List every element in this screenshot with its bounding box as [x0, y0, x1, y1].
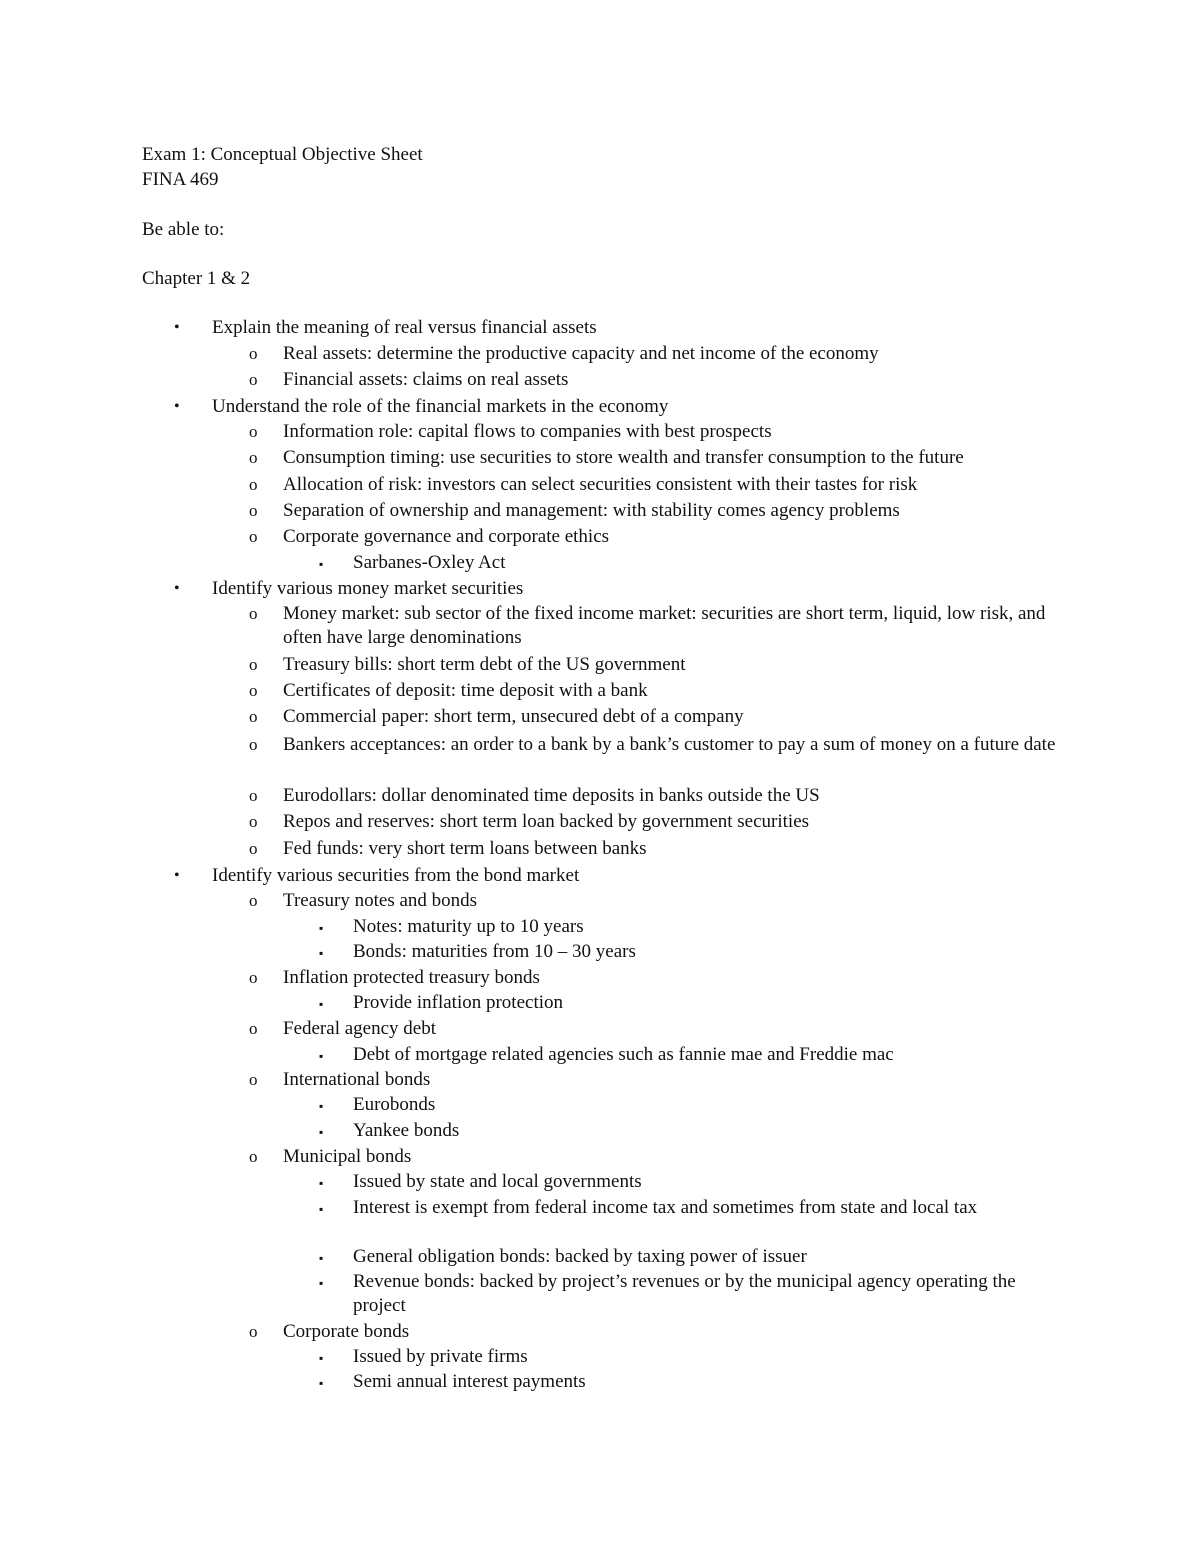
list-item-text: General obligation bonds: backed by taxing power of issuer [353, 1246, 807, 1267]
circle-bullet-icon: o [249, 448, 258, 467]
list-item-text: Federal agency debt [283, 1018, 436, 1039]
circle-bullet-icon: o [249, 422, 258, 441]
list-item-level-2 [249, 473, 1063, 497]
square-bullet-icon: ▪ [319, 1202, 324, 1216]
list-item-level-1 [174, 395, 1072, 419]
list-item-text: Repos and reserves: short term loan backed by government securities [283, 811, 810, 832]
square-bullet-icon: ▪ [319, 1125, 324, 1139]
list-item-text: Eurobonds [353, 1094, 436, 1115]
list-item-text: Financial assets: claims on real assets [283, 369, 569, 390]
list-item-level-2 [249, 733, 1063, 757]
list-item-level-3 [319, 991, 1053, 1015]
list-item-text: International bonds [283, 1069, 431, 1090]
bullet-icon: • [174, 398, 180, 415]
circle-bullet-icon: o [249, 501, 258, 520]
list-item-text: Certificates of deposit: time deposit with a bank [283, 680, 648, 701]
square-bullet-icon: ▪ [319, 1376, 324, 1390]
document-title: Exam 1: Conceptual Objective Sheet [142, 144, 423, 165]
list-item-text: Consumption timing: use securities to store wealth and transfer consumption to the future [283, 447, 964, 468]
circle-bullet-icon: o [249, 839, 258, 858]
list-item-level-2 [249, 1145, 1063, 1169]
chapter-heading: Chapter 1 & 2 [142, 268, 251, 289]
list-item-text: Municipal bonds [283, 1146, 412, 1167]
list-item-level-2 [249, 446, 1063, 470]
list-item-text: Sarbanes-Oxley Act [353, 552, 506, 573]
circle-bullet-icon: o [249, 1147, 258, 1166]
list-item-level-3 [319, 1170, 1053, 1194]
list-item-text: Provide inflation protection [353, 992, 564, 1013]
list-item-text: Real assets: determine the productive capacity and net income of the economy [283, 343, 879, 364]
circle-bullet-icon: o [249, 1070, 258, 1089]
list-item-text: Interest is exempt from federal income tax and sometimes from state and local tax [353, 1197, 978, 1218]
list-item-level-2 [249, 679, 1063, 703]
list-item-text: Corporate governance and corporate ethics [283, 526, 610, 547]
circle-bullet-icon: o [249, 604, 258, 623]
list-item-level-2 [249, 525, 1063, 549]
circle-bullet-icon: o [249, 707, 258, 726]
list-item-text: Identify various securities from the bond market [212, 865, 580, 886]
intro-text: Be able to: [142, 219, 225, 240]
list-item-level-1 [174, 864, 1072, 888]
list-item-level-2 [249, 1068, 1063, 1092]
list-item-level-3 [319, 915, 1053, 939]
list-item-level-3 [319, 1345, 1053, 1369]
list-item-text: Fed funds: very short term loans between banks [283, 838, 647, 859]
list-item-level-3 [319, 1043, 1053, 1067]
square-bullet-icon: ▪ [319, 1276, 324, 1290]
list-item-text: Treasury bills: short term debt of the US government [283, 654, 686, 675]
list-item-text: Understand the role of the financial markets in the economy [212, 396, 669, 417]
list-item-text: Semi annual interest payments [353, 1371, 586, 1392]
square-bullet-icon: ▪ [319, 1099, 324, 1113]
list-item-text: Money market: sub sector of the fixed income market: securities are short term, liquid, low risk, and often have large denominations [283, 603, 1046, 648]
list-item-level-2 [249, 966, 1063, 990]
list-item-level-3 [319, 1370, 1053, 1394]
square-bullet-icon: ▪ [319, 1176, 324, 1190]
square-bullet-icon: ▪ [319, 1251, 324, 1265]
list-item-text: Bonds: maturities from 10 – 30 years [353, 941, 636, 962]
list-item-text: Yankee bonds [353, 1120, 460, 1141]
list-item-level-2 [249, 1017, 1063, 1041]
list-item-text: Information role: capital flows to companies with best prospects [283, 421, 772, 442]
list-item-level-2 [249, 602, 1063, 650]
square-bullet-icon: ▪ [319, 1351, 324, 1365]
bullet-icon: • [174, 867, 180, 884]
list-item-text: Separation of ownership and management: with stability comes agency problems [283, 500, 900, 521]
list-item-level-3 [319, 551, 1053, 575]
circle-bullet-icon: o [249, 681, 258, 700]
circle-bullet-icon: o [249, 527, 258, 546]
circle-bullet-icon: o [249, 344, 258, 363]
list-item-text: Treasury notes and bonds [283, 890, 478, 911]
list-item-level-2 [249, 653, 1063, 677]
list-item-text: Allocation of risk: investors can select securities consistent with their tastes for risk [283, 474, 918, 495]
list-item-level-3 [319, 1245, 1053, 1269]
list-item-level-2 [249, 1320, 1063, 1344]
bullet-icon: • [174, 580, 180, 597]
circle-bullet-icon: o [249, 475, 258, 494]
list-item-level-3 [319, 1119, 1053, 1143]
list-item-text: Revenue bonds: backed by project’s revenues or by the municipal agency operating the project [353, 1271, 1016, 1316]
list-item-text: Commercial paper: short term, unsecured debt of a company [283, 706, 744, 727]
list-item-text: Identify various money market securities [212, 578, 524, 599]
list-item-level-3 [319, 1093, 1053, 1117]
list-item-level-3 [319, 940, 1053, 964]
list-item-level-2 [249, 342, 1063, 366]
circle-bullet-icon: o [249, 655, 258, 674]
list-item-text: Notes: maturity up to 10 years [353, 916, 584, 937]
square-bullet-icon: ▪ [319, 1049, 324, 1063]
list-item-text: Explain the meaning of real versus financial assets [212, 317, 597, 338]
list-item-text: Issued by private firms [353, 1346, 528, 1367]
circle-bullet-icon: o [249, 968, 258, 987]
list-item-level-1 [174, 577, 1072, 601]
list-item-text: Debt of mortgage related agencies such as fannie mae and Freddie mac [353, 1044, 894, 1065]
list-item-text: Inflation protected treasury bonds [283, 967, 540, 988]
list-item-level-2 [249, 837, 1063, 861]
list-item-text: Corporate bonds [283, 1321, 410, 1342]
list-item-level-3 [319, 1196, 1053, 1220]
circle-bullet-icon: o [249, 786, 258, 805]
circle-bullet-icon: o [249, 1322, 258, 1341]
square-bullet-icon: ▪ [319, 997, 324, 1011]
course-code: FINA 469 [142, 169, 219, 190]
list-item-level-2 [249, 705, 1063, 729]
list-item-text: Issued by state and local governments [353, 1171, 642, 1192]
square-bullet-icon: ▪ [319, 946, 324, 960]
list-item-level-2 [249, 784, 1063, 808]
list-item-text: Bankers acceptances: an order to a bank by a bank’s customer to pay a sum of money on a future date [283, 734, 1056, 755]
list-item-level-2 [249, 889, 1063, 913]
circle-bullet-icon: o [249, 370, 258, 389]
list-item-text: Eurodollars: dollar denominated time deposits in banks outside the US [283, 785, 820, 806]
list-item-level-2 [249, 810, 1063, 834]
circle-bullet-icon: o [249, 735, 258, 754]
circle-bullet-icon: o [249, 1019, 258, 1038]
list-item-level-1 [174, 316, 1072, 340]
square-bullet-icon: ▪ [319, 557, 324, 571]
square-bullet-icon: ▪ [319, 921, 324, 935]
list-item-level-2 [249, 368, 1063, 392]
circle-bullet-icon: o [249, 812, 258, 831]
list-item-level-3 [319, 1270, 1053, 1318]
list-item-level-2 [249, 420, 1063, 444]
list-item-level-2 [249, 499, 1063, 523]
circle-bullet-icon: o [249, 891, 258, 910]
bullet-icon: • [174, 319, 180, 336]
